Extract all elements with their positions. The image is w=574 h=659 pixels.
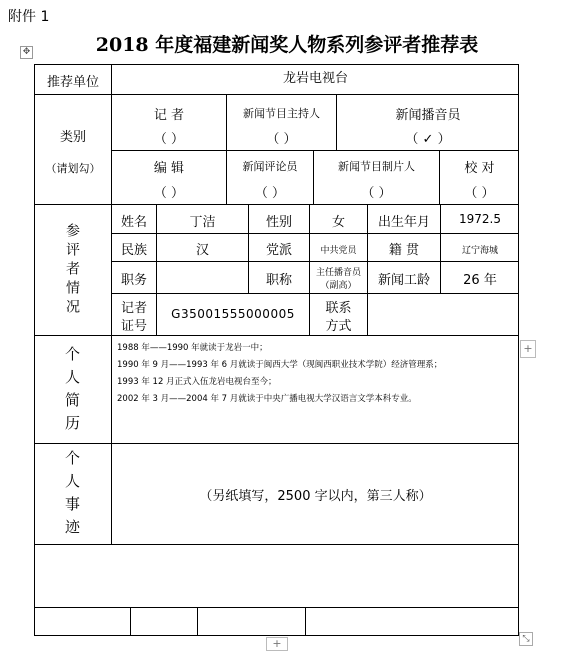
deeds-section-label: 个人事迹 bbox=[63, 449, 81, 542]
add-column-icon[interactable]: + bbox=[520, 340, 536, 358]
add-row-icon[interactable]: + bbox=[266, 637, 288, 651]
name-label: 姓名 bbox=[120, 215, 147, 230]
bottom-cell[interactable] bbox=[131, 608, 197, 635]
contact-label-line1: 联系 bbox=[325, 301, 352, 316]
category-hint: （请划勾） bbox=[45, 162, 101, 175]
professional-title-value-line2[interactable]: （副高） bbox=[320, 281, 357, 291]
recommending-unit-value[interactable]: 龙岩电视台 bbox=[282, 71, 348, 86]
professional-title-label: 职称 bbox=[265, 273, 292, 288]
ethnicity-value[interactable]: 汉 bbox=[195, 243, 209, 258]
resume-section-label: 个人简历 bbox=[63, 346, 81, 438]
resume-line: 1993 年 12 月正式入伍龙岩电视台至今； bbox=[117, 377, 277, 387]
deeds-note: （另纸填写，2500 字以内，第三人称） bbox=[199, 489, 432, 504]
news-years-value[interactable]: 26 年 bbox=[463, 273, 497, 288]
party-label: 党派 bbox=[265, 243, 292, 258]
category-commentator: 新闻评论员 bbox=[242, 160, 298, 173]
resume-line: 2002 年 3 月——2004 年 7 月就读于中央广播电视大学汉语言文学本科专业。 bbox=[117, 394, 417, 404]
category-label: 类别 bbox=[59, 130, 86, 145]
category-host: 新闻节目主持人 bbox=[243, 107, 320, 120]
category-producer: 新闻节目制片人 bbox=[338, 160, 415, 173]
press-card-label-line1: 记者 bbox=[120, 301, 147, 316]
category-announcer-mark[interactable]: （ ✓ ） bbox=[405, 132, 451, 147]
press-card-value[interactable]: G35001555000005 bbox=[171, 307, 295, 321]
party-value[interactable]: 中共党员 bbox=[320, 246, 357, 256]
category-editor-mark[interactable]: （ ） bbox=[153, 186, 185, 201]
bottom-cell[interactable] bbox=[306, 608, 518, 635]
name-value[interactable]: 丁洁 bbox=[189, 215, 216, 230]
participant-section-label: 参评者情况 bbox=[64, 223, 80, 318]
resume-content[interactable] bbox=[117, 340, 442, 408]
resume-line: 1988 年——1990 年就读于龙岩一中； bbox=[117, 343, 268, 353]
birth-label: 出生年月 bbox=[377, 215, 430, 230]
category-host-mark[interactable]: （ ） bbox=[266, 132, 297, 147]
form-title: 2018 年度福建新闻奖人物系列参评者推荐表 bbox=[95, 34, 479, 56]
bottom-cell[interactable] bbox=[35, 608, 130, 635]
gender-label: 性别 bbox=[265, 215, 292, 230]
resume-line: 1990 年 9 月——1993 年 6 月就读于闽西大学（现闽西职业技术学院）经济管理系； bbox=[117, 360, 443, 370]
table-resize-handle-icon[interactable]: ⤡ bbox=[519, 632, 533, 646]
gender-value[interactable]: 女 bbox=[331, 215, 345, 230]
ethnicity-label: 民族 bbox=[120, 243, 147, 258]
professional-title-value-line1[interactable]: 主任播音员 bbox=[315, 268, 361, 278]
category-commentator-mark[interactable]: （ ） bbox=[254, 186, 286, 201]
contact-label-line2: 方式 bbox=[325, 319, 352, 334]
category-announcer: 新闻播音员 bbox=[395, 108, 461, 123]
press-card-label-line2: 证号 bbox=[120, 319, 147, 334]
attachment-label: 附件 1 bbox=[8, 9, 50, 25]
bottom-cell[interactable] bbox=[198, 608, 305, 635]
category-producer-mark[interactable]: （ ） bbox=[361, 186, 392, 201]
origin-label: 籍 贯 bbox=[388, 243, 420, 258]
table-move-handle-icon[interactable]: ✥ bbox=[20, 46, 33, 59]
category-reporter-mark[interactable]: （ ） bbox=[153, 132, 185, 147]
category-reporter: 记 者 bbox=[153, 108, 185, 123]
category-proofreader-mark[interactable]: （ ） bbox=[464, 186, 495, 201]
recommending-unit-label: 推荐单位 bbox=[46, 75, 99, 90]
birth-value[interactable]: 1972.5 bbox=[459, 212, 501, 226]
position-label: 职务 bbox=[120, 273, 147, 288]
origin-value[interactable]: 辽宁海城 bbox=[461, 246, 498, 256]
news-years-label: 新闻工龄 bbox=[377, 273, 430, 288]
category-editor: 编 辑 bbox=[153, 161, 185, 176]
category-proofreader: 校 对 bbox=[464, 161, 495, 176]
